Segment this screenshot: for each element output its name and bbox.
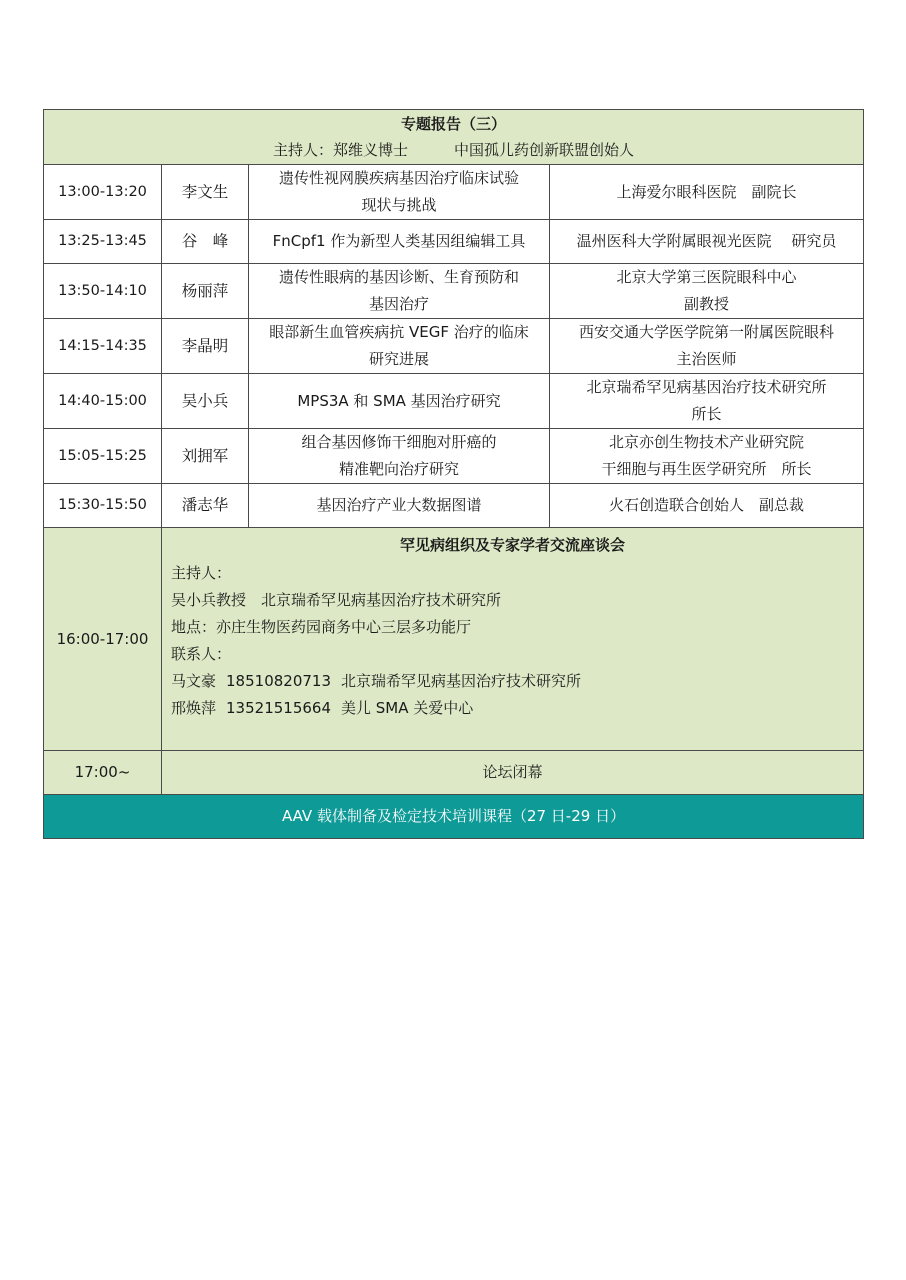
talk-affiliation-line: 北京亦创生物技术产业研究院 xyxy=(609,433,805,451)
talk-topic-line: 组合基因修饰干细胞对肝癌的 xyxy=(301,433,497,451)
forum-host-label: 主持人： xyxy=(171,564,232,582)
talk-speaker: 李文生 xyxy=(162,165,249,220)
contact-name: 邢焕萍 xyxy=(171,699,217,717)
talk-row xyxy=(44,484,864,528)
talk-affiliation xyxy=(550,264,864,319)
closing-row xyxy=(44,751,864,795)
talk-affiliation-line: 主治医师 xyxy=(676,350,737,368)
talk-topic-line: MPS3A 和 SMA 基因治疗研究 xyxy=(297,391,501,410)
talk-row xyxy=(44,319,864,374)
talk-affiliation xyxy=(550,484,864,528)
talk-topic-line: 遗传性眼病的基因诊断、生育预防和 xyxy=(278,268,519,286)
forum-time: 16:00-17:00 xyxy=(44,528,162,751)
talk-topic xyxy=(249,429,550,484)
talk-speaker: 李晶明 xyxy=(162,319,249,374)
talk-affiliation xyxy=(550,319,864,374)
talk-topic-line: 基因治疗产业大数据图谱 xyxy=(316,496,482,514)
talk-topic-line: 基因治疗 xyxy=(368,295,429,313)
talk-time: 13:50-14:10 xyxy=(44,264,162,319)
closing-time: 17:00~ xyxy=(44,751,162,795)
talk-topic xyxy=(249,165,550,220)
talk-affiliation xyxy=(550,165,864,220)
forum-details xyxy=(162,528,864,751)
talk-topic-line: 眼部新生血管疾病抗 VEGF 治疗的临床 xyxy=(269,323,529,341)
forum-contact-label: 联系人： xyxy=(171,645,232,663)
talk-affiliation xyxy=(550,429,864,484)
talk-affiliation-line: 上海爱尔眼科医院 副院长 xyxy=(616,182,797,201)
talk-affiliation-line: 火石创造联合创始人 副总裁 xyxy=(609,496,805,514)
contact-phone: 13521515664 xyxy=(226,699,331,717)
talk-affiliation-line: 北京瑞希罕见病基因治疗技术研究所 xyxy=(586,378,827,396)
contact-phone: 18510820713 xyxy=(226,672,331,690)
talk-affiliation-line: 北京大学第三医院眼科中心 xyxy=(616,268,797,286)
talk-time: 15:05-15:25 xyxy=(44,429,162,484)
forum-contact xyxy=(171,668,854,695)
talk-row xyxy=(44,374,864,429)
talk-row xyxy=(44,264,864,319)
section-host-org: 中国孤儿药创新联盟创始人 xyxy=(454,141,635,159)
talk-speaker: 吴小兵 xyxy=(162,374,249,429)
talk-topic-line: FnCpf1 作为新型人类基因组编辑工具 xyxy=(272,232,526,250)
forum-title: 罕见病组织及专家学者交流座谈会 xyxy=(400,536,626,554)
talk-speaker: 刘拥军 xyxy=(162,429,249,484)
talk-topic-line: 精准靶向治疗研究 xyxy=(338,460,459,478)
talk-speaker: 杨丽萍 xyxy=(162,264,249,319)
section-title: 专题报告（三） xyxy=(401,115,507,133)
forum-location: 地点：亦庄生物医药园商务中心三层多功能厅 xyxy=(171,618,472,636)
talk-affiliation-line: 副教授 xyxy=(684,295,730,313)
talk-topic xyxy=(249,264,550,319)
talk-row xyxy=(44,165,864,220)
forum-host: 吴小兵教授 北京瑞希罕见病基因治疗技术研究所 xyxy=(171,591,502,609)
talk-affiliation-line: 温州医科大学附属眼视光医院 研究员 xyxy=(576,232,837,250)
section-header-row xyxy=(44,110,864,165)
talk-topic-line: 遗传性视网膜疾病基因治疗临床试验 xyxy=(278,169,519,187)
talk-affiliation-line: 所长 xyxy=(691,405,722,423)
section-host xyxy=(48,137,859,163)
talk-affiliation xyxy=(550,374,864,429)
talk-row xyxy=(44,220,864,264)
talk-affiliation xyxy=(550,220,864,264)
contact-name: 马文豪 xyxy=(171,672,217,690)
section-header xyxy=(44,110,864,165)
talk-time: 14:15-14:35 xyxy=(44,319,162,374)
contact-org: 北京瑞希罕见病基因治疗技术研究所 xyxy=(341,672,582,690)
contact-org: 美儿 SMA 关爱中心 xyxy=(341,699,474,717)
closing-label: 论坛闭幕 xyxy=(162,751,864,795)
forum-row xyxy=(44,528,864,751)
talk-time: 15:30-15:50 xyxy=(44,484,162,528)
section-host-label: 主持人：郑维义博士 xyxy=(273,141,409,159)
talk-affiliation-line: 西安交通大学医学院第一附属医院眼科 xyxy=(579,323,835,341)
talk-topic xyxy=(249,484,550,528)
talk-time: 13:25-13:45 xyxy=(44,220,162,264)
talk-speaker: 谷 峰 xyxy=(162,220,249,264)
agenda-table xyxy=(43,109,864,839)
talk-row xyxy=(44,429,864,484)
talk-topic-line: 现状与挑战 xyxy=(361,196,437,214)
training-banner-row xyxy=(44,795,864,839)
talk-time: 13:00-13:20 xyxy=(44,165,162,220)
talk-topic xyxy=(249,374,550,429)
forum-contact xyxy=(171,695,854,722)
talk-time: 14:40-15:00 xyxy=(44,374,162,429)
talk-speaker: 潘志华 xyxy=(162,484,249,528)
talk-topic xyxy=(249,319,550,374)
training-banner: AAV 载体制备及检定技术培训课程（27 日-29 日） xyxy=(44,795,864,839)
talk-affiliation-line: 干细胞与再生医学研究所 所长 xyxy=(601,460,812,478)
talk-topic-line: 研究进展 xyxy=(368,350,429,368)
agenda-sheet xyxy=(43,109,863,839)
talk-topic xyxy=(249,220,550,264)
